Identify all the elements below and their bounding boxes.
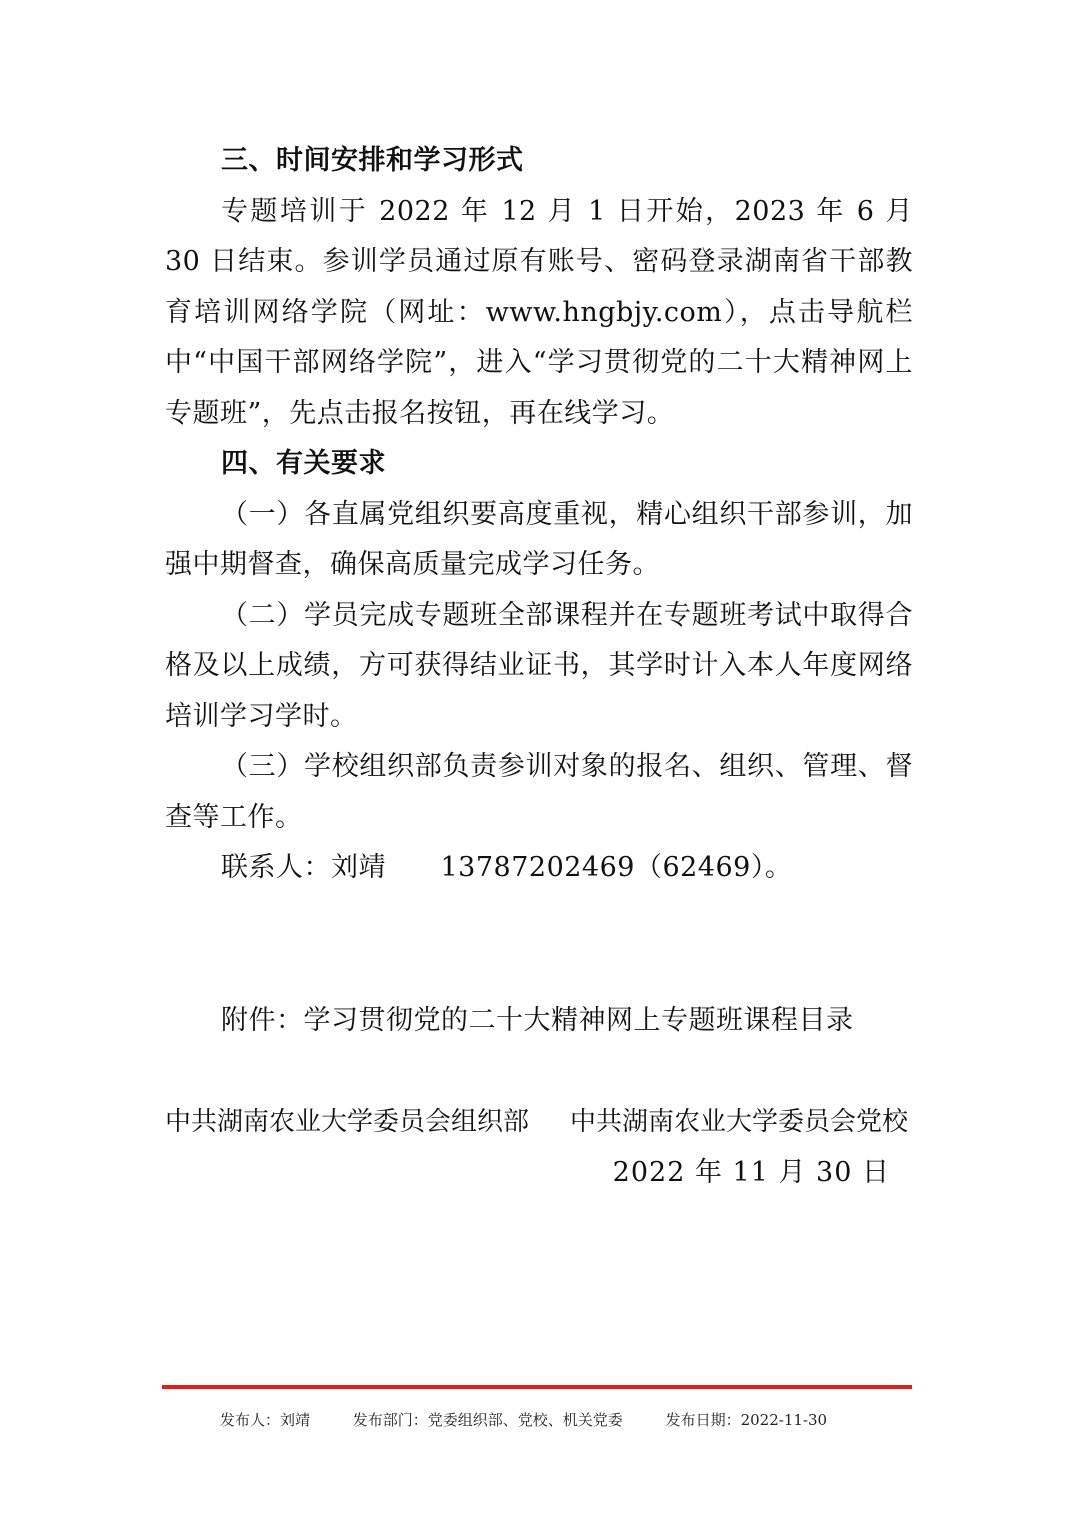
- section-3-paragraph: 专题培训于 2022 年 12 月 1 日开始，2023 年 6 月 30 日结束。参训学员通过原有账号、密码登录湖南省干部教育培训网络学院（网址：www.hngbjy.com），点击导航栏中“中国干部网络学院”，进入“学习贯彻党的二十大精神网上专题班”，先点击报名按钮，再在线学习。: [165, 195, 913, 429]
- signature-organization-dept: 中共湖南农业大学委员会组织部: [165, 1107, 530, 1137]
- signature-date: 2022 年 11 月 30 日: [612, 1157, 890, 1188]
- footer-publisher: 发布人：刘靖: [220, 1411, 311, 1429]
- section-3-heading: 三、时间安排和学习形式: [221, 145, 524, 176]
- footer-department: 发布部门：党委组织部、党校、机关党委: [352, 1411, 623, 1429]
- contact-line: 联系人：刘靖 13787202469（62469）。: [221, 852, 793, 883]
- attachment-line: 附件：学习贯彻党的二十大精神网上专题班课程目录: [221, 1005, 854, 1036]
- document-body: [165, 136, 913, 894]
- footer-publish-date: 发布日期：2022-11-30: [665, 1411, 828, 1429]
- section-4-heading: 四、有关要求: [221, 448, 386, 479]
- requirement-3-paragraph: （三）学校组织部负责参训对象的报名、组织、管理、督查等工作。: [165, 751, 913, 833]
- requirement-2-paragraph: （二）学员完成专题班全部课程并在专题班考试中取得合格及以上成绩，方可获得结业证书，其学时计入本人年度网络培训学习学时。: [165, 599, 913, 732]
- signature-party-school: 中共湖南农业大学委员会党校: [569, 1107, 908, 1137]
- footer-divider: [162, 1385, 912, 1389]
- requirement-1-paragraph: （一）各直属党组织要高度重视，精心组织干部参训，加强中期督查，确保高质量完成学习任务。: [165, 498, 913, 580]
- footer-info: [220, 1408, 827, 1432]
